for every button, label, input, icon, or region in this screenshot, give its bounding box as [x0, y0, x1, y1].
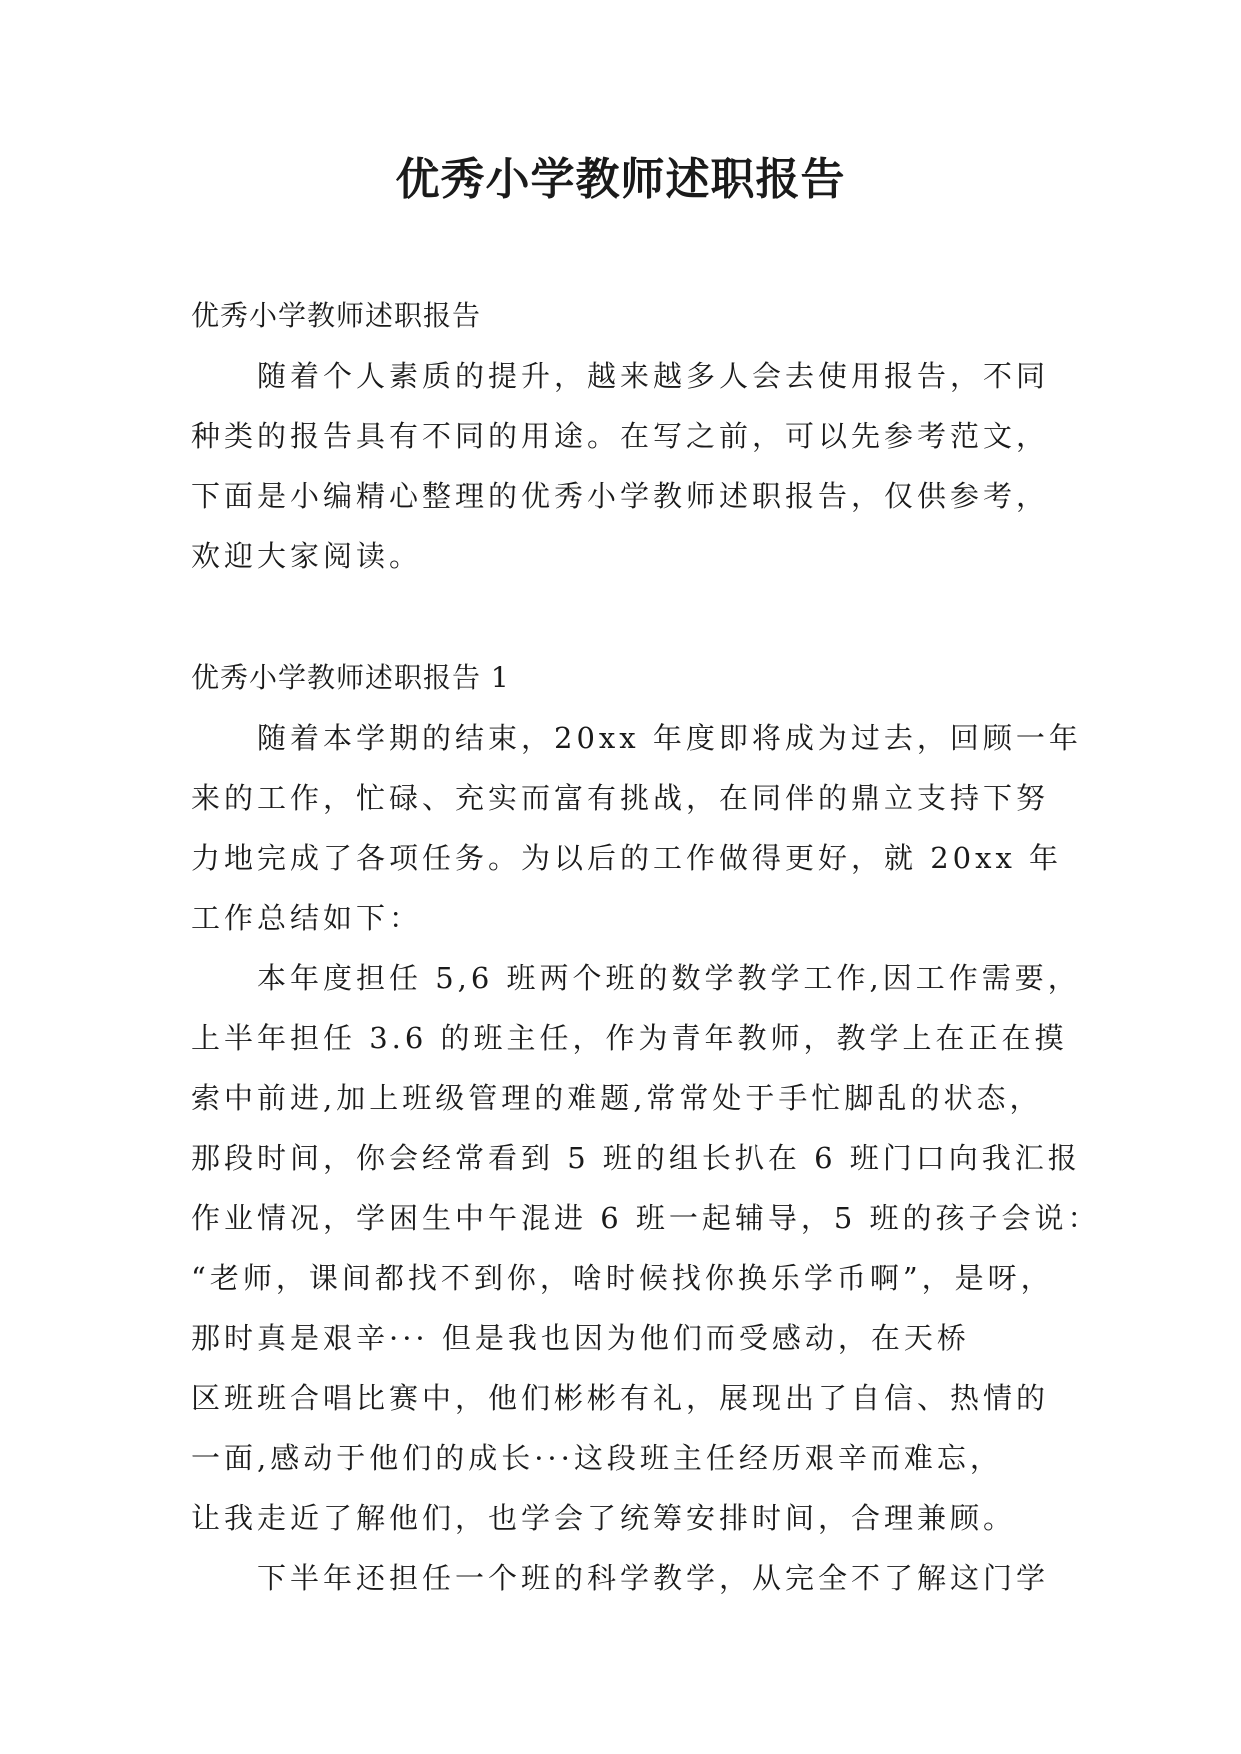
- document-body: [191, 286, 1101, 1608]
- paragraph-line: “老师，课间都找不到你，啥时候找你换乐学币啊”，是呀，: [191, 1261, 1054, 1295]
- paragraph-line: 索中前进,加上班级管理的难题,常常处于手忙脚乱的状态，: [191, 1081, 1043, 1115]
- paragraph-line: 种类的报告具有不同的用途。在写之前，可以先参考范文，: [191, 419, 1050, 453]
- section1-paragraph-2: [191, 948, 1101, 1548]
- paragraph-line: 随着个人素质的提升，越来越多人会去使用报告，不同: [257, 359, 1050, 393]
- document-title: 优秀小学教师述职报告: [395, 154, 846, 205]
- paragraph-line: 力地完成了各项任务。为以后的工作做得更好，就 20xx 年: [191, 841, 1063, 875]
- paragraph-line: 作业情况，学困生中午混进 6 班一起辅导，5 班的孩子会说：: [191, 1201, 1101, 1235]
- section1-paragraph-1: [191, 708, 1091, 948]
- intro-heading: 优秀小学教师述职报告: [191, 299, 482, 332]
- section1-paragraph-3: [191, 1548, 1091, 1608]
- paragraph-line: 区班班合唱比赛中，他们彬彬有礼，展现出了自信、热情的: [191, 1381, 1050, 1415]
- paragraph-line: 让我走近了解他们，也学会了统筹安排时间，合理兼顾。: [191, 1501, 1017, 1535]
- paragraph-line: 下半年还担任一个班的科学教学，从完全不了解这门学: [257, 1561, 1050, 1595]
- paragraph-line: 欢迎大家阅读。: [191, 539, 423, 573]
- paragraph-line: 上半年担任 3.6 的班主任，作为青年教师，教学上在正在摸: [191, 1021, 1068, 1055]
- paragraph-line: 本年度担任 5,6 班两个班的数学教学工作,因工作需要，: [257, 961, 1081, 995]
- paragraph-line: 随着本学期的结束，20xx 年度即将成为过去，回顾一年: [257, 721, 1082, 755]
- paragraph-line: 来的工作，忙碌、充实而富有挑战，在同伴的鼎立支持下努: [191, 781, 1050, 815]
- paragraph-line: 工作总结如下：: [191, 901, 423, 935]
- paragraph-line: 那时真是艰辛··· 但是我也因为他们而受感动，在天桥: [191, 1321, 970, 1355]
- section-spacer: [191, 586, 1091, 648]
- section1-heading: 优秀小学教师述职报告 1: [191, 661, 510, 694]
- intro-paragraph: [191, 346, 1091, 586]
- paragraph-line: 下面是小编精心整理的优秀小学教师述职报告，仅供参考，: [191, 479, 1050, 513]
- paragraph-line: 那段时间，你会经常看到 5 班的组长扒在 6 班门口向我汇报: [191, 1141, 1081, 1175]
- paragraph-line: 一面,感动于他们的成长···这段班主任经历艰辛而难忘，: [191, 1441, 1003, 1475]
